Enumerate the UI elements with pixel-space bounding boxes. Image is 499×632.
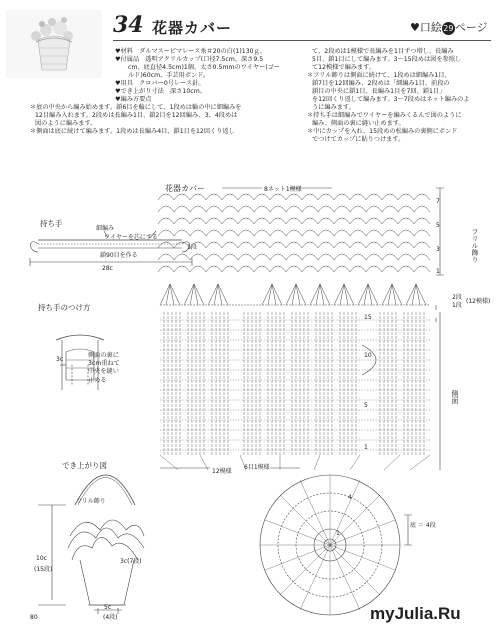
- accessories-line-1: ♥付属品 透明アクリルカップ(口径7.5cm、深さ9.5: [115, 56, 264, 63]
- finished-frill-label: フリル飾り: [76, 498, 106, 505]
- side-row-15: 15: [364, 314, 372, 321]
- watermark: myJulia.Ru: [370, 604, 461, 623]
- right-point-line: 編み、側面の裏に縫い止めます。: [312, 120, 405, 127]
- frill-row-7: 7: [436, 198, 440, 205]
- right-point-line: 5目、鎖1目にして編みます。3〜15段めは図を参照し: [312, 56, 462, 63]
- right-point-line: うに編みます。: [312, 104, 355, 111]
- attach-note: [88, 352, 120, 385]
- handle-title: 持ち手: [40, 219, 63, 228]
- right-point-line: ＊持ち手は細編みでワイヤーを編みくるんで図のように: [307, 112, 462, 119]
- left-point-line: ＊側面は底に続けて編みます。1段めは長編み4目、鎖1目を12回くり返し: [30, 128, 235, 135]
- attach-note-line: 中央を縫い: [88, 368, 119, 376]
- right-point-line: 鎖目の中央に鎖1目、長編み1目を7回、鎖1目」: [312, 88, 446, 95]
- tools-line: ♥用具 クロバー0号レース針。: [115, 80, 205, 87]
- attach-note-line: 止める: [88, 376, 107, 384]
- patterns-12-right: (12模様): [466, 298, 491, 305]
- attach-3c-label: 3c: [56, 356, 64, 363]
- row-2-label: 2段: [452, 294, 462, 301]
- side-label: 側面: [451, 390, 459, 404]
- right-point-line: て、2段めは1模様で長編みを1目ずつ増し、長編み: [312, 48, 454, 55]
- finished-3c-label: 3c(7段): [120, 558, 142, 565]
- left-point-line: 12目編み入れます。2段めは長編み1目、鎖2目を12回編み、3、4段めは: [35, 112, 238, 119]
- handle-chain-label: 鎖90目を作る: [100, 252, 138, 259]
- finished-15-label: (15段): [34, 566, 53, 573]
- ref-prefix: ♥口絵: [410, 21, 442, 34]
- net-pattern-label: 8ネット1模様: [264, 186, 302, 193]
- attach-note-line: 側面の裏に: [88, 352, 119, 359]
- main-chart-title: 花器カバー: [165, 184, 205, 193]
- base-label-text: 底: [410, 522, 417, 529]
- handle-length-label: 28c: [102, 265, 113, 272]
- frill-row-1: 1: [436, 268, 440, 275]
- points-heading: ♥編み方要点: [115, 96, 152, 103]
- frill-side-label: フリル飾り: [471, 228, 479, 263]
- handle-fine-label: 細編み: [96, 225, 115, 232]
- right-point-line: でつけてカップに貼りつけます。: [312, 136, 405, 143]
- page-number: 80: [30, 614, 38, 621]
- finished-title: でき上がり図: [62, 461, 107, 470]
- side-row-1: 1: [364, 444, 368, 451]
- left-point-line: ＊底の中央から編み始めます。鎖6目を輪にして、1段めは輪の中に細編みを: [30, 104, 242, 111]
- finished-4-label: (4段): [103, 614, 118, 621]
- base-rows-text: 4段: [425, 522, 436, 529]
- right-point-line: ＊中にカップを入れ、15段めの松編みの裏側にボンド: [307, 128, 458, 135]
- right-point-line: ＊フリル飾りは側面に続けて、1段めは細編み1目、: [307, 72, 451, 79]
- left-point-line: 図のように編みます。: [35, 120, 97, 127]
- pattern-number: 34: [113, 12, 144, 38]
- ref-suffix: ページ: [454, 21, 488, 34]
- right-point-line: 鎖7目を12回編み、2段めは「細編み1目、前段の: [312, 80, 450, 87]
- right-point-line: を12回くり返して編みます。3〜7段めはネット編みのよ: [312, 96, 470, 103]
- base-label: 底 ＝ 4段: [410, 522, 436, 529]
- attach-title: 持ち手のつけ方: [38, 303, 91, 312]
- finished-5c-label: 5c: [104, 604, 112, 611]
- finished-10c-label: 10c: [36, 555, 47, 562]
- accessories-line-3: ルド)60cm、手芸用ボンド。: [128, 72, 210, 79]
- frill-row-3: 3: [436, 246, 440, 253]
- side-row-10: 10: [364, 352, 372, 359]
- base-row-4: 4: [348, 494, 352, 501]
- frill-row-5: 5: [436, 222, 440, 229]
- pattern-6-label: 6目1模様: [244, 464, 270, 471]
- side-row-5: 5: [364, 402, 368, 409]
- base-row-1: 1: [336, 530, 340, 537]
- handle-wire-label: ワイヤーを芯にする: [104, 234, 158, 241]
- attach-note-line: 3cm重ねて: [88, 360, 120, 368]
- handle-row-label: 1段: [187, 244, 197, 251]
- material-line: ♥材料 ダルマスーピマレース糸＃20の白(1)130ｇ。: [115, 48, 266, 55]
- pattern-12-label: 12模様: [212, 468, 232, 475]
- accessories-line-2: cm、底直径4.5cm)1個、太さ0.5mmのワイヤー(ゴー: [128, 64, 280, 71]
- page-title: 花器カバー: [152, 19, 233, 37]
- ref-page-number: 29: [443, 24, 454, 33]
- row-1-label: 1段: [452, 302, 462, 309]
- size-line: ♥でき上がり寸法 深さ10cm。: [115, 88, 206, 95]
- right-point-line: て12模様で編みます。: [312, 64, 376, 71]
